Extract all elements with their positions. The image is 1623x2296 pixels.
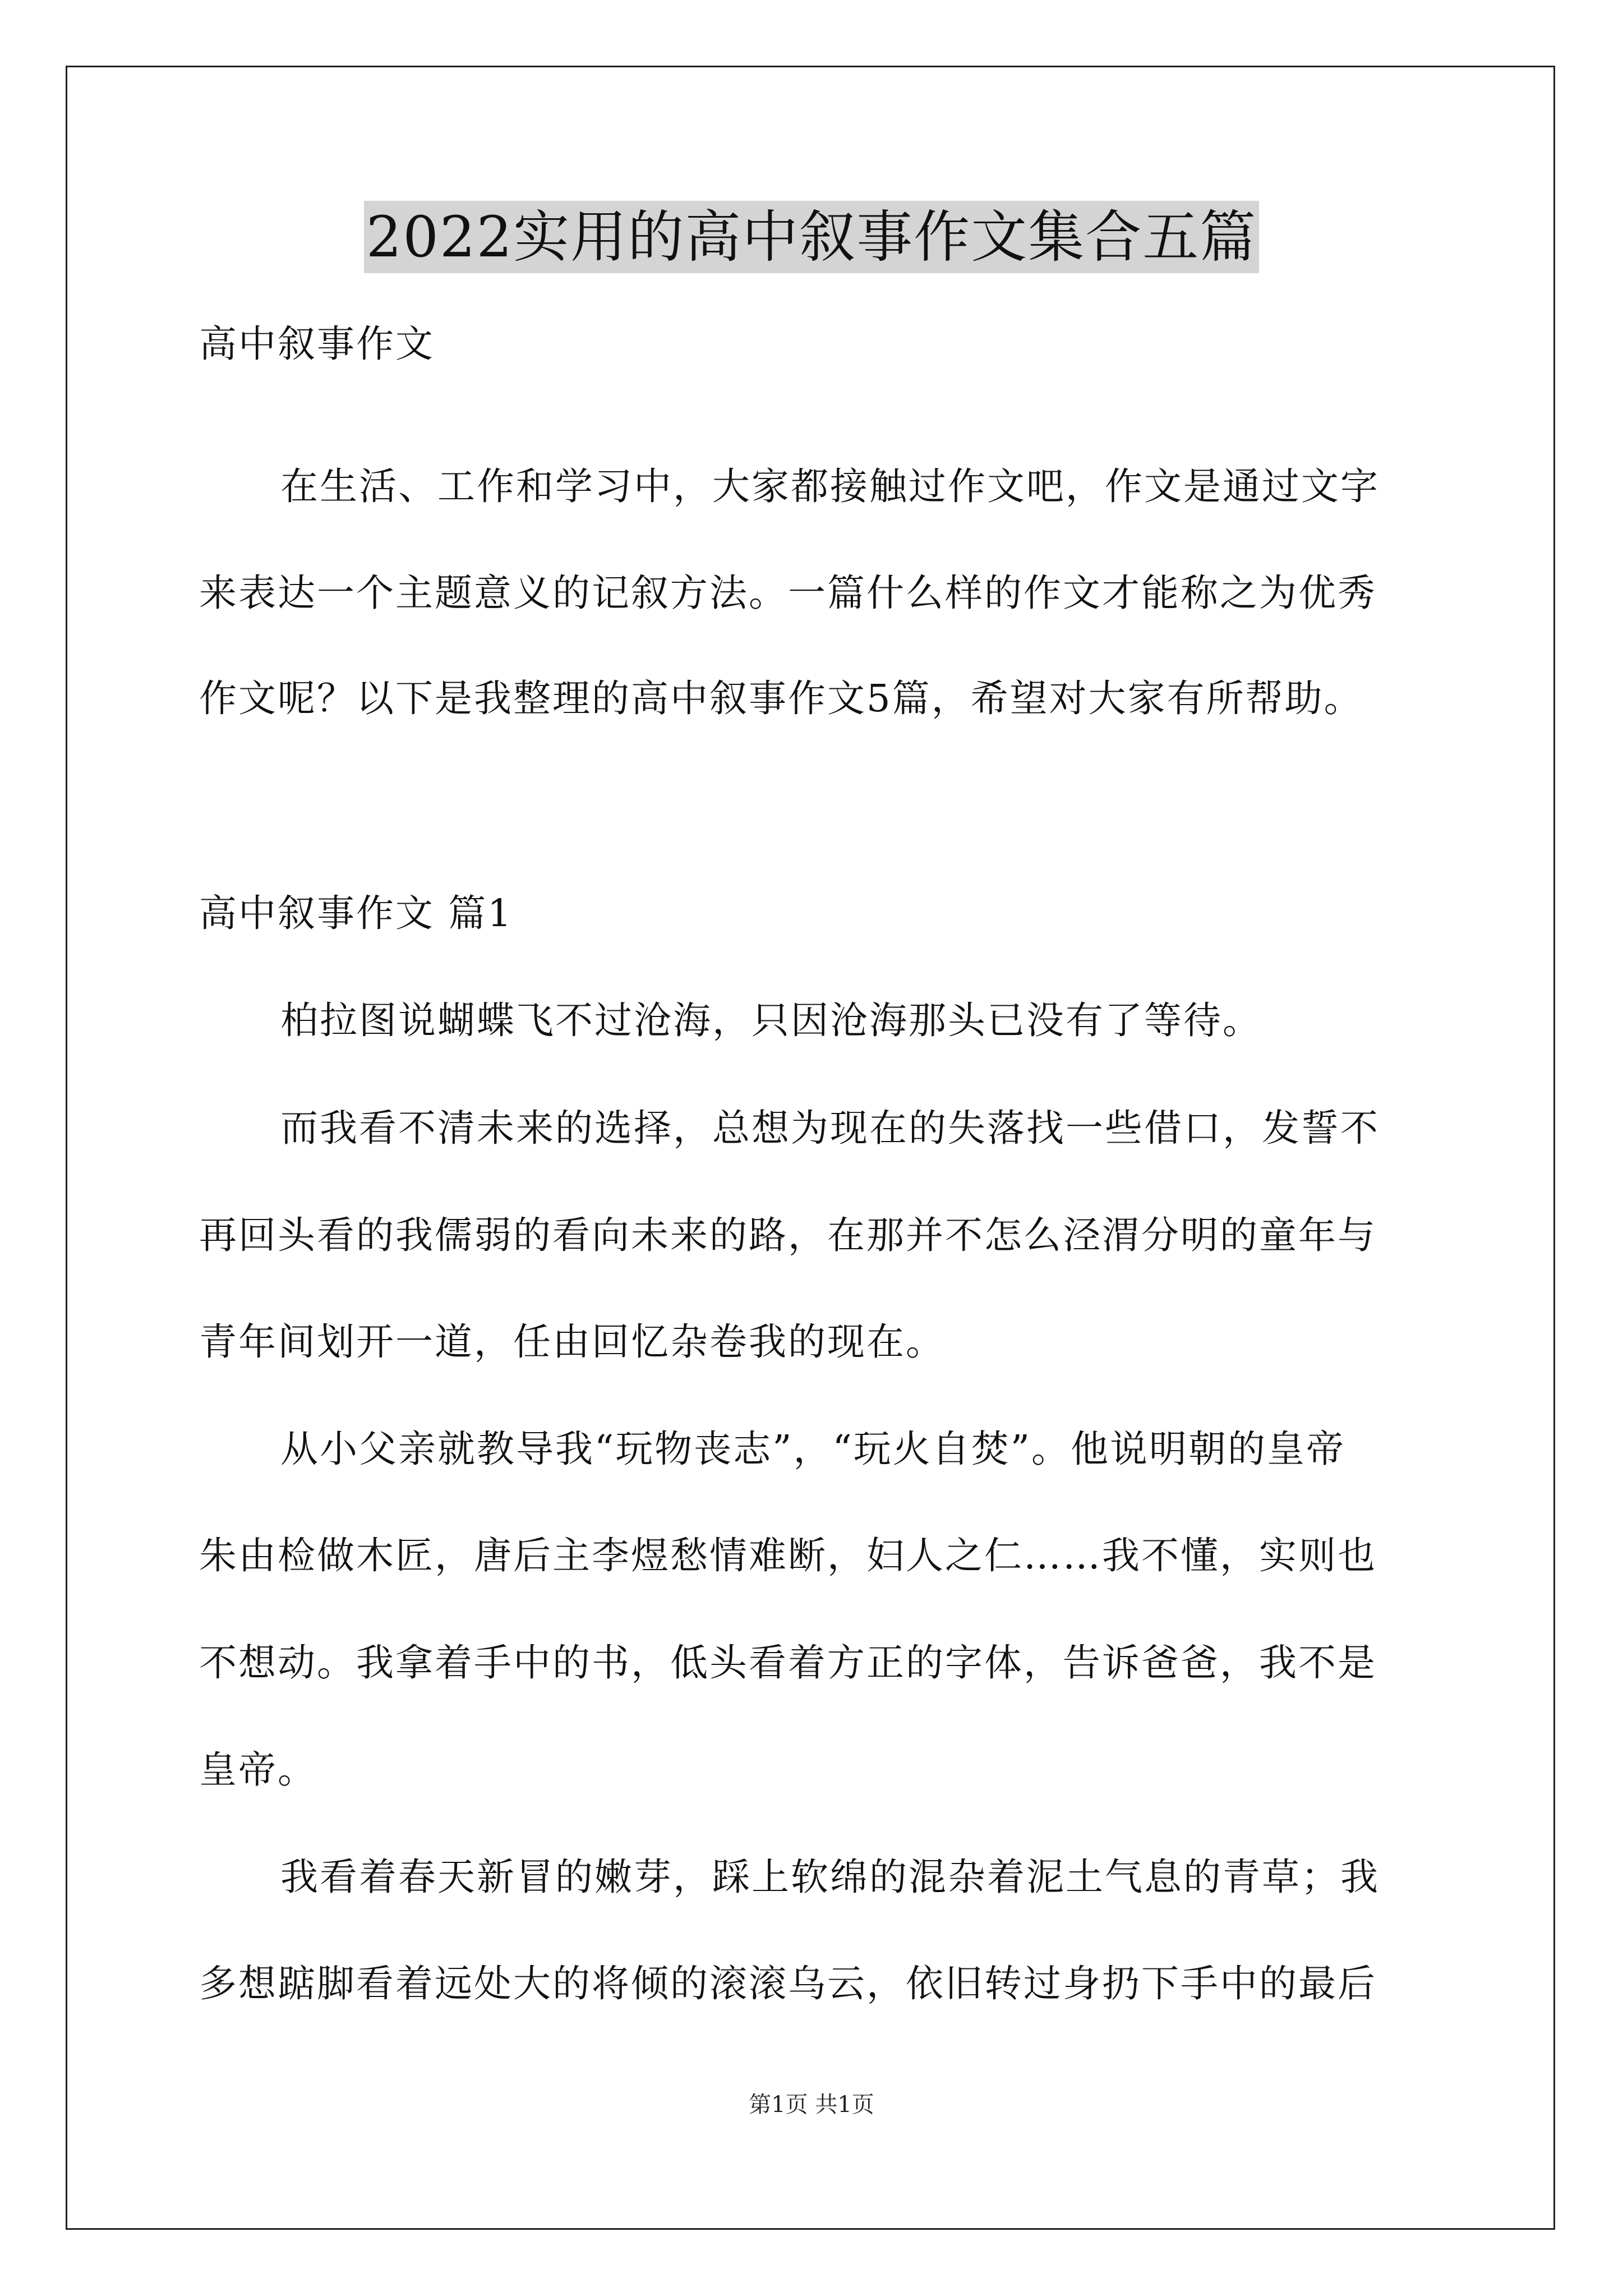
- paragraph-line: 皇帝。: [199, 1748, 317, 1792]
- paragraph-line: 从小父亲就教导我“玩物丧志”，“玩火自焚”。他说明朝的皇帝: [280, 1427, 1346, 1471]
- paragraph-line: 多想踮脚看着远处大的将倾的滚滚乌云，依旧转过身扔下手中的最后: [199, 1962, 1377, 2005]
- paragraph-line: 朱由检做木匠，唐后主李煜愁情难断，妇人之仁……我不懂，实则也: [199, 1534, 1377, 1577]
- document-title: 2022实用的高中叙事作文集合五篇: [0, 201, 1623, 274]
- paragraph-line: 再回头看的我儒弱的看向未来的路，在那并不怎么泾渭分明的童年与: [199, 1213, 1377, 1257]
- paragraph-line: 我看着春天新冒的嫩芽，踩上软绵的混杂着泥土气息的青草；我: [280, 1855, 1380, 1899]
- paragraph-line: 而我看不清未来的选择，总想为现在的失落找一些借口，发誓不: [280, 1106, 1380, 1150]
- paragraph-line: 不想动。我拿着手中的书，低头看着方正的字体，告诉爸爸，我不是: [199, 1641, 1377, 1685]
- section-heading: 高中叙事作文 篇1: [199, 891, 513, 935]
- paragraph-line: 在生活、工作和学习中，大家都接触过作文吧，作文是通过文字: [280, 464, 1380, 508]
- section-heading: 高中叙事作文: [199, 322, 435, 366]
- page-footer: 第1页 共1页: [749, 2092, 874, 2118]
- paragraph-line: 来表达一个主题意义的记叙方法。一篇什么样的作文才能称之为优秀: [199, 571, 1377, 615]
- paragraph-line: 青年间划开一道，任由回忆杂卷我的现在。: [199, 1320, 945, 1364]
- paragraph-line: 柏拉图说蝴蝶飞不过沧海，只因沧海那头已没有了等待。: [280, 999, 1262, 1042]
- paragraph-line: 作文呢？以下是我整理的高中叙事作文5篇，希望对大家有所帮助。: [199, 677, 1363, 720]
